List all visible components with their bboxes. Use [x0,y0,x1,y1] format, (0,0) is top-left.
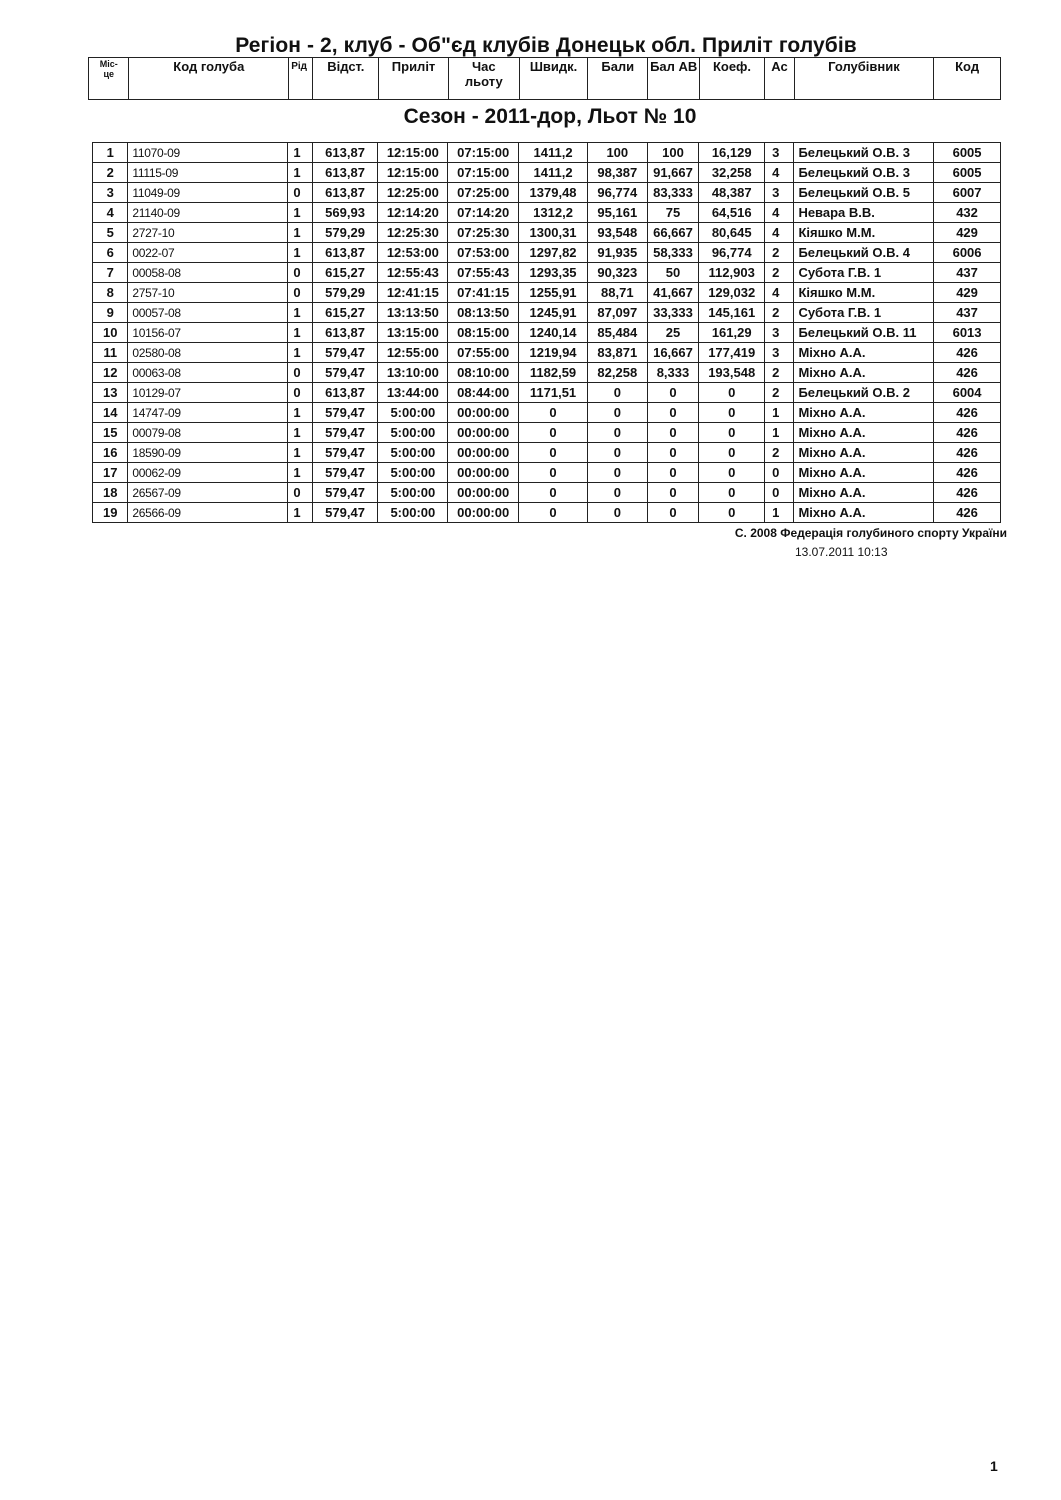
owner-code-cell: 426 [934,363,1001,383]
arrival-cell: 12:53:00 [378,243,448,263]
points-cell: 87,097 [587,303,647,323]
sex-cell: 1 [288,343,312,363]
sex-cell: 1 [288,203,312,223]
coefficient-cell: 0 [699,443,765,463]
table-row [93,443,1001,463]
owner-code-cell: 432 [934,203,1001,223]
pigeon-code-cell: 11049-09 [128,183,288,203]
arrival-cell: 5:00:00 [378,403,448,423]
pigeon-code-cell: 11115-09 [128,163,288,183]
owner-cell: Невара В.В. [794,203,934,223]
coefficient-cell: 32,258 [699,163,765,183]
distance-cell: 579,47 [312,443,378,463]
sex-cell: 1 [288,223,312,243]
place-cell: 2 [93,163,128,183]
points-cell: 82,258 [587,363,647,383]
points-ab-cell: 0 [647,383,699,403]
owner-cell: Міхно А.А. [794,423,934,443]
points-ab-cell: 33,333 [647,303,699,323]
speed-cell: 1245,91 [519,303,588,323]
place-cell: 19 [93,503,128,523]
owner-cell: Міхно А.А. [794,403,934,423]
arrival-cell: 5:00:00 [378,463,448,483]
speed-cell: 0 [519,483,588,503]
distance-cell: 579,47 [312,483,378,503]
distance-cell: 579,47 [312,503,378,523]
coefficient-cell: 48,387 [699,183,765,203]
points-cell: 0 [587,443,647,463]
table-row [93,403,1001,423]
ace-cell: 2 [765,263,794,283]
owner-code-cell: 426 [934,343,1001,363]
table-row [93,363,1001,383]
ace-cell: 3 [765,323,794,343]
flight-time-cell: 07:15:00 [448,163,519,183]
flight-time-cell: 08:15:00 [448,323,519,343]
coefficient-cell: 112,903 [699,263,765,283]
table-row [93,503,1001,523]
table-row [93,263,1001,283]
header-pigeon-code: Код голуба [129,58,289,100]
sex-cell: 1 [288,243,312,263]
coefficient-cell: 0 [699,383,765,403]
ace-cell: 3 [765,143,794,163]
table-row [93,303,1001,323]
speed-cell: 1411,2 [519,163,588,183]
points-ab-cell: 0 [647,403,699,423]
owner-code-cell: 6006 [934,243,1001,263]
arrival-cell: 13:10:00 [378,363,448,383]
distance-cell: 615,27 [312,263,378,283]
arrival-cell: 13:44:00 [378,383,448,403]
arrival-cell: 5:00:00 [378,423,448,443]
coefficient-cell: 64,516 [699,203,765,223]
sex-cell: 1 [288,143,312,163]
owner-cell: Міхно А.А. [794,343,934,363]
points-cell: 88,71 [587,283,647,303]
owner-cell: Белецький О.В. 3 [794,163,934,183]
pigeon-code-cell: 2727-10 [128,223,288,243]
owner-code-cell: 429 [934,283,1001,303]
owner-cell: Кіяшко М.М. [794,283,934,303]
flight-time-cell: 07:25:00 [448,183,519,203]
owner-code-cell: 426 [934,443,1001,463]
distance-cell: 579,47 [312,463,378,483]
flight-time-cell: 00:00:00 [448,423,519,443]
owner-cell: Кіяшко М.М. [794,223,934,243]
footer-date: 13.07.2011 10:13 [795,545,888,559]
table-row [93,163,1001,183]
header-owner-code: Код [934,58,1001,100]
place-cell: 4 [93,203,128,223]
arrival-cell: 12:15:00 [378,163,448,183]
arrival-cell: 13:13:50 [378,303,448,323]
pigeon-code-cell: 10156-07 [128,323,288,343]
sex-cell: 0 [288,183,312,203]
place-cell: 18 [93,483,128,503]
place-cell: 17 [93,463,128,483]
table-row [93,223,1001,243]
pigeon-code-cell: 2757-10 [128,283,288,303]
sex-cell: 1 [288,403,312,423]
header-coefficient: Коеф. [699,58,765,100]
header-owner: Голубівник [794,58,934,100]
flight-time-cell: 00:00:00 [448,503,519,523]
arrival-cell: 5:00:00 [378,483,448,503]
coefficient-cell: 0 [699,423,765,443]
coefficient-cell: 16,129 [699,143,765,163]
speed-cell: 1379,48 [519,183,588,203]
coefficient-cell: 80,645 [699,223,765,243]
arrival-cell: 12:25:30 [378,223,448,243]
speed-cell: 0 [519,423,588,443]
speed-cell: 0 [519,503,588,523]
header-ace: Ас [765,58,794,100]
table-row [93,283,1001,303]
owner-cell: Міхно А.А. [794,443,934,463]
pigeon-code-cell: 00079-08 [128,423,288,443]
place-cell: 14 [93,403,128,423]
arrival-cell: 12:25:00 [378,183,448,203]
header-speed: Швидк. [519,58,588,100]
pigeon-code-cell: 11070-09 [128,143,288,163]
speed-cell: 1219,94 [519,343,588,363]
points-ab-cell: 0 [647,443,699,463]
owner-code-cell: 429 [934,223,1001,243]
speed-cell: 1293,35 [519,263,588,283]
pigeon-code-cell: 21140-09 [128,203,288,223]
speed-cell: 0 [519,403,588,423]
distance-cell: 579,47 [312,343,378,363]
sex-cell: 1 [288,303,312,323]
ace-cell: 4 [765,283,794,303]
flight-time-cell: 07:41:15 [448,283,519,303]
owner-cell: Белецький О.В. 3 [794,143,934,163]
sex-cell: 1 [288,163,312,183]
owner-code-cell: 6005 [934,143,1001,163]
ace-cell: 0 [765,463,794,483]
speed-cell: 1171,51 [519,383,588,403]
table-row [93,423,1001,443]
points-ab-cell: 41,667 [647,283,699,303]
place-cell: 15 [93,423,128,443]
season-title: Сезон - 2011-дор, Льот № 10 [403,105,697,128]
coefficient-cell: 145,161 [699,303,765,323]
sex-cell: 1 [288,443,312,463]
pigeon-code-cell: 26566-09 [128,503,288,523]
table-row [93,183,1001,203]
sex-cell: 0 [288,383,312,403]
coefficient-cell: 0 [699,483,765,503]
arrival-cell: 12:55:00 [378,343,448,363]
points-cell: 85,484 [587,323,647,343]
pigeon-code-cell: 02580-08 [128,343,288,363]
distance-cell: 579,47 [312,363,378,383]
points-cell: 91,935 [587,243,647,263]
owner-code-cell: 426 [934,483,1001,503]
table-row [93,463,1001,483]
distance-cell: 613,87 [312,183,378,203]
coefficient-cell: 96,774 [699,243,765,263]
flight-time-cell: 07:14:20 [448,203,519,223]
points-cell: 0 [587,423,647,443]
owner-code-cell: 426 [934,463,1001,483]
ace-cell: 2 [765,383,794,403]
points-ab-cell: 8,333 [647,363,699,383]
points-cell: 83,871 [587,343,647,363]
distance-cell: 613,87 [312,323,378,343]
sex-cell: 1 [288,463,312,483]
ace-cell: 1 [765,423,794,443]
ace-cell: 3 [765,183,794,203]
owner-cell: Белецький О.В. 5 [794,183,934,203]
place-cell: 5 [93,223,128,243]
column-header-table [88,57,1001,100]
distance-cell: 613,87 [312,143,378,163]
points-cell: 90,323 [587,263,647,283]
page-number: 1 [990,1458,998,1474]
arrival-cell: 12:15:00 [378,143,448,163]
owner-code-cell: 6005 [934,163,1001,183]
pigeon-code-cell: 0022-07 [128,243,288,263]
points-cell: 0 [587,483,647,503]
ace-cell: 0 [765,483,794,503]
place-cell: 3 [93,183,128,203]
speed-cell: 1255,91 [519,283,588,303]
page-title: Регіон - 2, клуб - Об"єд клубів Донецьк обл. Приліт голубів [235,34,857,57]
distance-cell: 579,47 [312,403,378,423]
place-cell: 12 [93,363,128,383]
owner-code-cell: 6007 [934,183,1001,203]
coefficient-cell: 161,29 [699,323,765,343]
flight-time-cell: 07:53:00 [448,243,519,263]
table-row [93,383,1001,403]
header-points: Бали [588,58,648,100]
coefficient-cell: 0 [699,403,765,423]
speed-cell: 1240,14 [519,323,588,343]
place-cell: 9 [93,303,128,323]
coefficient-cell: 129,032 [699,283,765,303]
results-table [92,142,1001,523]
ace-cell: 3 [765,343,794,363]
flight-time-cell: 00:00:00 [448,403,519,423]
owner-code-cell: 437 [934,303,1001,323]
coefficient-cell: 0 [699,463,765,483]
owner-cell: Белецький О.В. 11 [794,323,934,343]
arrival-cell: 12:41:15 [378,283,448,303]
points-ab-cell: 100 [647,143,699,163]
table-row [93,143,1001,163]
ace-cell: 2 [765,363,794,383]
speed-cell: 1300,31 [519,223,588,243]
flight-time-cell: 07:15:00 [448,143,519,163]
owner-code-cell: 426 [934,503,1001,523]
owner-cell: Міхно А.А. [794,463,934,483]
ace-cell: 4 [765,223,794,243]
table-row [93,203,1001,223]
arrival-cell: 5:00:00 [378,503,448,523]
ace-cell: 2 [765,443,794,463]
owner-code-cell: 437 [934,263,1001,283]
coefficient-cell: 193,548 [699,363,765,383]
flight-time-cell: 07:55:00 [448,343,519,363]
table-row [93,243,1001,263]
points-cell: 0 [587,503,647,523]
speed-cell: 1312,2 [519,203,588,223]
flight-time-cell: 00:00:00 [448,483,519,503]
ace-cell: 2 [765,303,794,323]
header-place: Міс- це [89,58,129,100]
owner-cell: Субота Г.В. 1 [794,263,934,283]
arrival-cell: 12:14:20 [378,203,448,223]
flight-time-cell: 07:55:43 [448,263,519,283]
speed-cell: 0 [519,443,588,463]
pigeon-code-cell: 00063-08 [128,363,288,383]
sex-cell: 1 [288,423,312,443]
points-ab-cell: 83,333 [647,183,699,203]
pigeon-code-cell: 14747-09 [128,403,288,423]
flight-time-cell: 08:13:50 [448,303,519,323]
owner-code-cell: 6013 [934,323,1001,343]
flight-time-cell: 08:44:00 [448,383,519,403]
header-points-ab: Бал АВ [648,58,700,100]
owner-cell: Міхно А.А. [794,483,934,503]
speed-cell: 1182,59 [519,363,588,383]
sex-cell: 0 [288,283,312,303]
place-cell: 6 [93,243,128,263]
header-arrival: Приліт [379,58,449,100]
owner-code-cell: 6004 [934,383,1001,403]
distance-cell: 613,87 [312,243,378,263]
points-cell: 0 [587,403,647,423]
points-ab-cell: 0 [647,503,699,523]
points-ab-cell: 25 [647,323,699,343]
place-cell: 8 [93,283,128,303]
pigeon-code-cell: 10129-07 [128,383,288,403]
distance-cell: 569,93 [312,203,378,223]
coefficient-cell: 0 [699,503,765,523]
arrival-cell: 5:00:00 [378,443,448,463]
points-ab-cell: 58,333 [647,243,699,263]
pigeon-code-cell: 26567-09 [128,483,288,503]
arrival-cell: 13:15:00 [378,323,448,343]
place-cell: 11 [93,343,128,363]
coefficient-cell: 177,419 [699,343,765,363]
place-cell: 13 [93,383,128,403]
points-ab-cell: 0 [647,463,699,483]
distance-cell: 613,87 [312,163,378,183]
distance-cell: 579,47 [312,423,378,443]
points-cell: 100 [587,143,647,163]
points-cell: 95,161 [587,203,647,223]
points-ab-cell: 75 [647,203,699,223]
place-cell: 10 [93,323,128,343]
place-cell: 16 [93,443,128,463]
points-ab-cell: 91,667 [647,163,699,183]
header-flight-time: Час льоту [448,58,519,100]
table-row [93,343,1001,363]
sex-cell: 1 [288,323,312,343]
owner-cell: Субота Г.В. 1 [794,303,934,323]
points-cell: 96,774 [587,183,647,203]
place-cell: 1 [93,143,128,163]
distance-cell: 579,29 [312,223,378,243]
speed-cell: 1297,82 [519,243,588,263]
sex-cell: 0 [288,263,312,283]
points-cell: 0 [587,463,647,483]
points-ab-cell: 66,667 [647,223,699,243]
speed-cell: 0 [519,463,588,483]
header-sex: Рід [289,58,313,100]
owner-cell: Белецький О.В. 2 [794,383,934,403]
points-cell: 93,548 [587,223,647,243]
pigeon-code-cell: 00057-08 [128,303,288,323]
arrival-cell: 12:55:43 [378,263,448,283]
flight-time-cell: 08:10:00 [448,363,519,383]
footer-organization: С. 2008 Федерація голубиного спорту України [734,526,1007,540]
points-cell: 98,387 [587,163,647,183]
points-ab-cell: 16,667 [647,343,699,363]
ace-cell: 4 [765,203,794,223]
header-distance: Відст. [313,58,379,100]
owner-cell: Міхно А.А. [794,503,934,523]
distance-cell: 615,27 [312,303,378,323]
pigeon-code-cell: 00062-09 [128,463,288,483]
owner-code-cell: 426 [934,403,1001,423]
owner-cell: Белецький О.В. 4 [794,243,934,263]
ace-cell: 1 [765,503,794,523]
pigeon-code-cell: 00058-08 [128,263,288,283]
ace-cell: 1 [765,403,794,423]
points-cell: 0 [587,383,647,403]
speed-cell: 1411,2 [519,143,588,163]
points-ab-cell: 50 [647,263,699,283]
points-ab-cell: 0 [647,423,699,443]
flight-time-cell: 00:00:00 [448,443,519,463]
ace-cell: 2 [765,243,794,263]
sex-cell: 0 [288,483,312,503]
distance-cell: 579,29 [312,283,378,303]
place-cell: 7 [93,263,128,283]
table-row [93,483,1001,503]
sex-cell: 1 [288,503,312,523]
flight-time-cell: 07:25:30 [448,223,519,243]
flight-time-cell: 00:00:00 [448,463,519,483]
ace-cell: 4 [765,163,794,183]
sex-cell: 0 [288,363,312,383]
points-ab-cell: 0 [647,483,699,503]
owner-cell: Міхно А.А. [794,363,934,383]
owner-code-cell: 426 [934,423,1001,443]
pigeon-code-cell: 18590-09 [128,443,288,463]
table-row [93,323,1001,343]
results-body [93,143,1001,523]
distance-cell: 613,87 [312,383,378,403]
